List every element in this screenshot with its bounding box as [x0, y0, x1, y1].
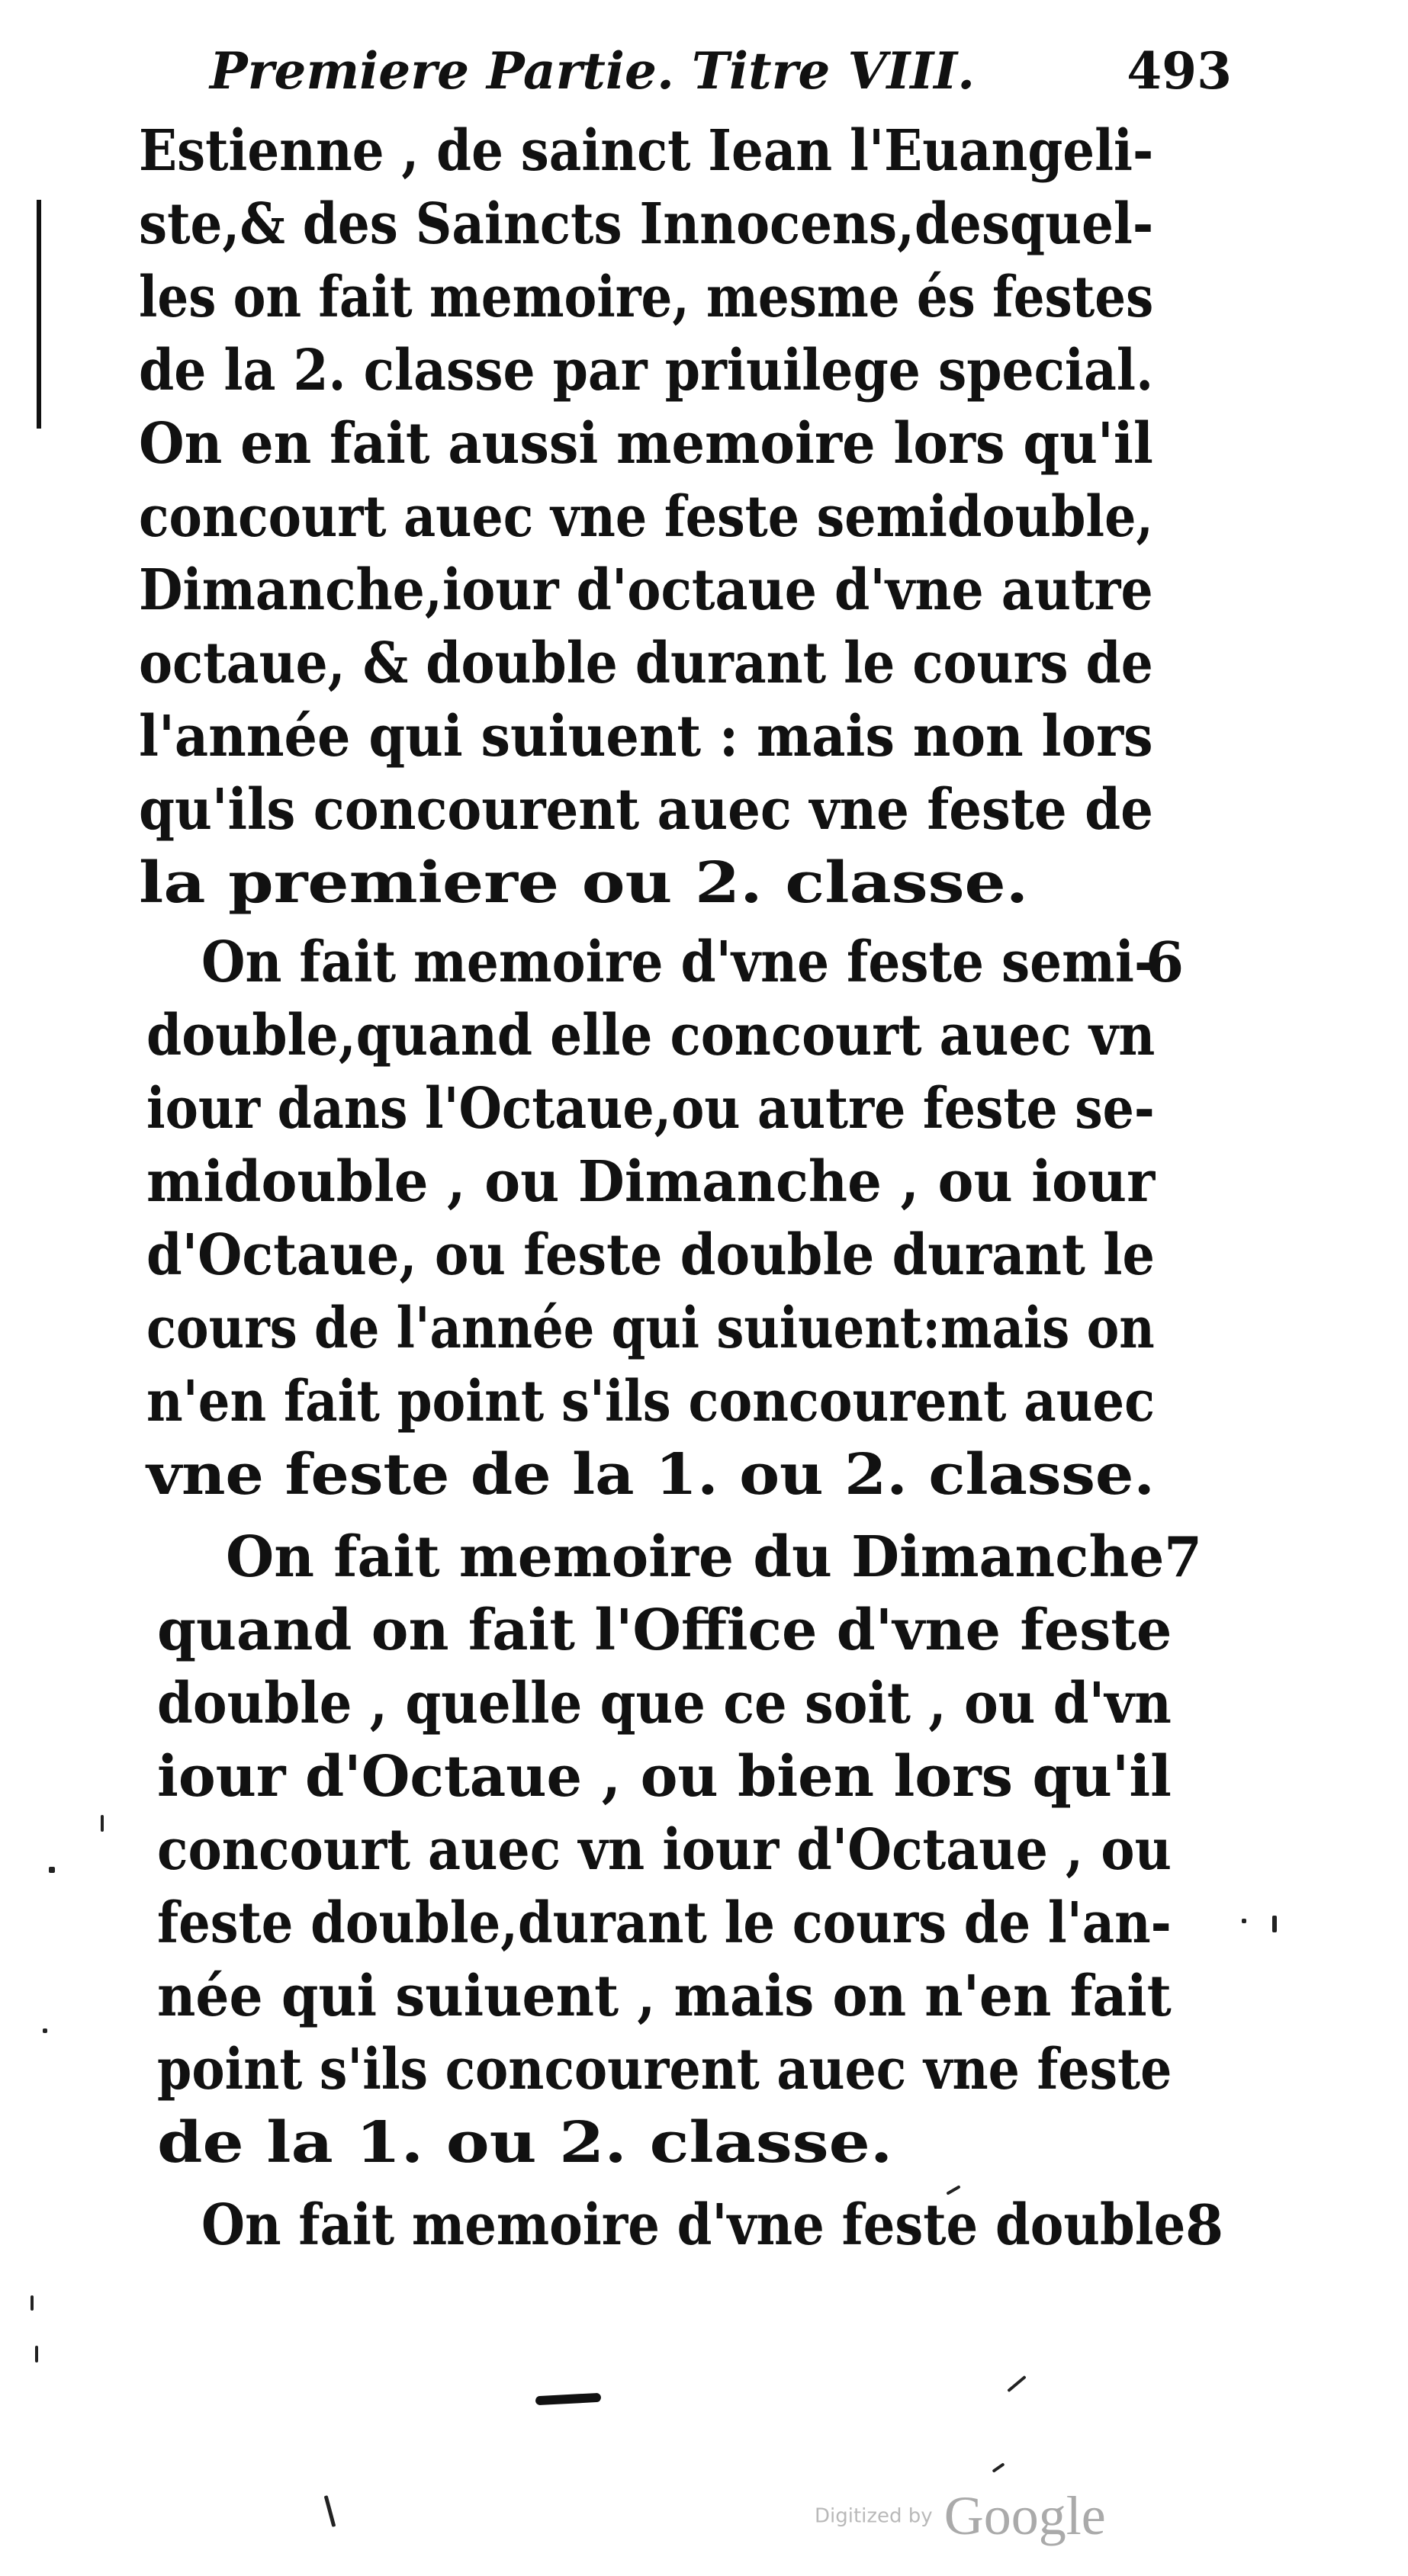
text-line: point s'ils concourent auec vne feste [157, 2037, 1172, 2102]
text-line: de la 1. ou 2. classe. [157, 2110, 893, 2176]
text-line: ste,& des Saincts Innocens,desquel- [139, 191, 1154, 257]
text-line: On fait memoire du Dimanche [226, 1524, 1165, 1590]
text-line: de la 2. classe par priuilege special. [139, 338, 1154, 403]
text-line: qu'ils concourent auec vne feste de [139, 777, 1153, 843]
ink-speck [992, 2462, 1005, 2473]
ink-speck [1242, 1919, 1246, 1923]
text-line: l'année qui suiuent : mais non lors [139, 704, 1153, 769]
ink-speck [35, 2346, 38, 2362]
ink-speck [43, 2028, 47, 2033]
text-line: On fait memoire d'vne feste double [201, 2192, 1186, 2258]
digitized-by-text: Digitized by [815, 2504, 933, 2528]
text-line: feste double,durant le cours de l'an- [157, 1890, 1172, 1956]
text-line: vne feste de la 1. ou 2. classe. [146, 1442, 1155, 1508]
text-line: double , quelle que ce soit , ou d'vn [157, 1671, 1172, 1736]
text-line: n'en fait point s'ils concourent auec [146, 1369, 1156, 1434]
google-wordmark: Google [943, 2485, 1106, 2546]
text-line: quand on fait l'Office d'vne feste [157, 1598, 1172, 1663]
text-line: les on fait memoire, mesme és festes [139, 265, 1154, 330]
page-number: 493 [1127, 41, 1232, 101]
text-line: cours de l'année qui suiuent:mais on [146, 1296, 1155, 1361]
text-line: concourt auec vne feste semidouble, [139, 484, 1154, 550]
ink-dash [535, 2393, 602, 2405]
running-title: Premiere Partie. Titre VIII. [210, 41, 976, 101]
margin-number: 7 [1164, 1524, 1203, 1589]
text-line: née qui suiuent , mais on n'en fait [157, 1964, 1172, 2029]
margin-rule [37, 200, 41, 429]
text-line: Dimanche,iour d'octaue d'vne autre [139, 557, 1153, 623]
text-line: double,quand elle concourt auec vn [146, 1003, 1156, 1068]
text-line: Estienne , de sainct Iean l'Euangeli- [139, 118, 1154, 184]
text-line: iour d'Octaue , ou bien lors qu'il [157, 1744, 1172, 1810]
margin-number: 8 [1185, 2192, 1224, 2257]
text-line: iour dans l'Octaue,ou autre feste se- [146, 1076, 1155, 1142]
ink-speck [1007, 2375, 1027, 2392]
ink-speck [324, 2495, 336, 2527]
text-line: octaue, & double durant le cours de [139, 631, 1153, 696]
text-line: On fait memoire d'vne feste semi- [201, 930, 1156, 995]
running-head [210, 29, 1232, 113]
margin-number: 6 [1146, 930, 1185, 994]
ink-speck [101, 1815, 104, 1832]
ink-speck [1272, 1916, 1277, 1932]
text-line: On en fait aussi memoire lors qu'il [139, 411, 1153, 477]
ink-speck [31, 2295, 34, 2311]
text-line: midouble , ou Dimanche , ou iour [146, 1149, 1156, 1215]
text-line: la premiere ou 2. classe. [139, 850, 1029, 916]
text-line: concourt auec vn iour d'Octaue , ou [157, 1817, 1172, 1883]
text-line: d'Octaue, ou feste double durant le [146, 1222, 1155, 1288]
ink-speck [49, 1867, 55, 1873]
digitized-watermark [815, 2484, 1106, 2553]
